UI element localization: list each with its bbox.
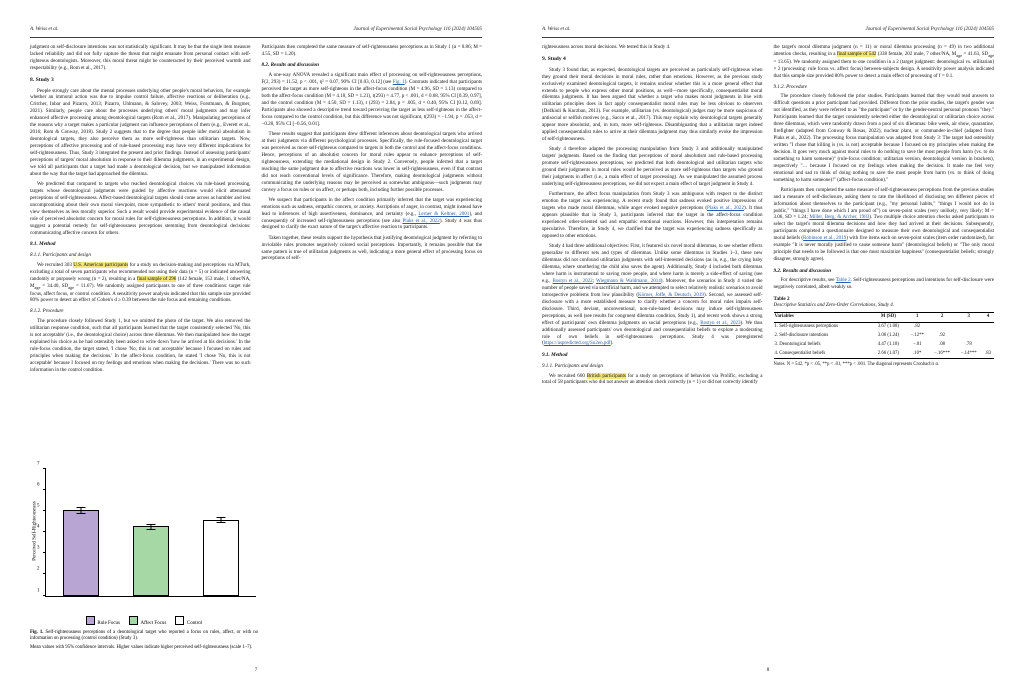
bar-affect-focus	[133, 526, 169, 595]
table-row	[774, 349, 995, 358]
text-run: Participants then completed the same measure of self-righteousness perceptions from the previous studies and a measure of self-disclosure, asking them to rate the likelihood of disclosing ten different pieces of information about themselves to the participant (e.g., "my personal habits," "things I would not do in public," "things I have done which I am proud of") on seven-point scales (very unlikely, very likely; M = 3.06, SD = 1.24;	[773, 186, 994, 221]
paragraph: judgment on self-disclosure intentions was not statistically significant. It may be that the single item measure lacked reliability and did not fully capture the threat that might emanate from personal contact with self-righteous deontologists. Moreover, this moral threat might be counteracted by their perceived warmth and respectability (e.g., Rom et al., 2017).	[30, 44, 251, 71]
y-axis-tick: 5	[37, 503, 40, 509]
text-run: We recruited 600	[549, 372, 587, 379]
subscript-age2: age	[988, 52, 994, 58]
table-cell: 1. Self-righteousness perceptions	[774, 324, 839, 330]
paragraph-measures	[774, 187, 995, 263]
table-row	[774, 332, 995, 341]
plot-area	[37, 461, 256, 597]
y-axis-tick: 6	[37, 482, 40, 488]
error-bar-cap-bottom	[217, 522, 226, 523]
y-axis-tickmark	[43, 573, 46, 574]
y-axis-tickmark	[43, 468, 46, 469]
subscript-age: age	[956, 52, 963, 58]
y-axis-tickmark	[43, 489, 46, 490]
paragraph-participants	[30, 262, 251, 305]
table-cell: −.12**	[910, 332, 924, 338]
page-right	[512, 0, 1024, 681]
text-run: . Self-righteousness perceptions and intentions for self-disclosure were negatively correlated, albeit weakly so.	[773, 277, 994, 291]
subsection-heading-procedure: 8.1.2. Procedure	[30, 308, 64, 315]
table-cell: −.14***	[960, 350, 977, 356]
figure-caption-text: Self-righteousness perceptions of a deontological target who reported a focus on rules, affect, or with no information on processing (control condition) (Study 3).	[30, 629, 258, 642]
text-run: ). We thus additionally assessed participants' own deontological and consequentialist beliefs to explore a moderating role of own beliefs in self-righteousness perceptions. Study 4 was preregistered (	[542, 319, 763, 347]
header-rule	[542, 37, 994, 38]
table-cell: 4.47 (1.18)	[877, 341, 899, 347]
section-heading-method: 9.1. Method	[542, 351, 568, 358]
text-run: ). Second, we assessed self-disclosure with a more established measure to clarify whether a concern for moral rules impairs self-disclosure. Third, deviant, unconventional, non-rule-based decisions may induce self-righteousness perceptions, as well (see results for congruent dilemma condition, Study 1), and recent work shows a strong effect of participants' own dilemma judgments on social perceptions (e.g.,	[542, 291, 763, 326]
legend-item-affect-focus	[129, 616, 166, 626]
text-run: Furthermore, the affect focus manipulation from Study 3 was ambiguous with respect to the distinct emotion the target was experiencing. A recent study found that sadness evoked positive impressions of targets who made moral dilemmas, while anger evoked negative perceptions (	[542, 191, 763, 212]
y-axis-label: Perceived Self-Righteousness	[32, 500, 38, 561]
y-axis-tick: 4	[37, 524, 40, 530]
error-bar-cap-top	[147, 524, 156, 525]
text-run: the target's moral dilemma judgment (n = 11) or moral dilemma processing (n = 49) in two additional attention checks, resulting in a	[773, 44, 994, 57]
text-run: ).	[610, 340, 614, 347]
table-cell	[982, 341, 994, 350]
table-cell: 3.67 (1.08)	[877, 324, 899, 330]
section-heading-study3: 8. Study 3	[30, 76, 54, 83]
table-cell	[929, 323, 956, 332]
error-bar-cap-bottom	[147, 529, 156, 530]
text-run: We recruited 303	[37, 261, 74, 268]
running-head-author: A. Weiss et al.	[30, 26, 59, 32]
table-cell: 2. Self-disclosure intentions	[774, 332, 829, 338]
section-heading-results: 8.2. Results and discussion	[261, 62, 320, 69]
y-axis-tick: 1	[37, 588, 40, 594]
table-cell: .78	[965, 341, 972, 347]
table-column-header: M (SD)	[880, 314, 896, 320]
paragraph-recruitment	[542, 373, 763, 387]
right-col-1	[542, 44, 763, 644]
text-run: Study 4 had three additional objectives: First, it featured six novel moral dilemmas, to see whether effects generalize to different sets and types of dilemmas. Unlike some dilemmas in Studies 1–3, these new dilemmas did not confound utilitarian judgments with self-interested decisions (as in, e.g., the crying baby dilemma, where smothering the child also saves the agent). Additionally, Study 4 included both dilemmas where harm is instrumental to saving more people, and where harm is merely a side-effect of saving (see e.g.,	[542, 243, 763, 284]
subsection-heading-participants: 8.1.1. Participants and design	[30, 252, 91, 259]
table-2-title: Descriptive Statistics and Zero-Order Correlations, Study 4.	[773, 303, 895, 309]
text-run: ). Study 4 was thus designed to clarify the exact nature of the target's affective reaction to participants.	[261, 217, 483, 231]
text-run: for a study on decision-making and perceptions via MTurk, excluding a total of seven participants who recommended not using their data (n = 5) or indicated answering randomly or purposely wrong (n = 2), resulting in a	[30, 261, 251, 282]
text-run: ). Two multiple choice attention checks asked participants to select the target's moral dilemma decisions and how they had arrived at their decisions. Subsequently, participants completed a questionnaire designed to measure their own deontological and consequentialist moral beliefs (	[773, 214, 994, 242]
highlight-british-participants: British participants	[586, 372, 626, 379]
text-run: A one-way ANOVA revealed a significant main effect of processing on self-righteousness perceptions, F(2, 293) = 11.52, p < .001, η² = 0.07, 90% CI [0.03, 0.12] (see	[261, 72, 482, 86]
subscript-age: age	[34, 284, 41, 290]
table-note: Notes. N = 542. *p < .05, **p < .01, ***p < .001. The diagonal represents Cronbach's α.	[773, 361, 940, 367]
header-rule	[30, 37, 482, 38]
text-run: We suspect that participants in the affect condition primarily inferred that the target was experiencing emotions such as sadness, empathic concern, or anxiety. Ascriptions of anger, in contrast, might instead have lead to inferences of high assertiveness, dominance, and certainty (e.g.,	[261, 196, 482, 217]
legend-swatch	[129, 616, 138, 625]
section-heading-results: 9.2. Results and discussion	[773, 267, 832, 274]
subsection-heading-procedure: 9.1.2. Procedure	[773, 83, 808, 90]
text-run: (338 female, 202 male, 7 other/NA, M	[876, 50, 957, 57]
citation-link[interactable]: Bostyn et al., 2023	[700, 319, 741, 326]
running-head-author: A. Weiss et al.	[542, 26, 571, 32]
figure-caption	[30, 630, 258, 651]
legend-swatch	[86, 616, 95, 625]
table-column-header: 3	[967, 314, 970, 320]
figure-number: Fig. 1.	[30, 629, 44, 635]
y-axis-tickmark	[43, 531, 46, 532]
preregistration-link[interactable]: https://aspredicted.org/Su2en.pdf	[543, 340, 611, 347]
text-run: = 11.67). We randomly assigned participants to one of three conditions: target rule focus, affect focus, or control condition. A sensitivity power analysis indicated that this sample size provided 80% power to detect an effect of Cohen's d ≥ 0.39 between the rule focus and remaining conditions.	[30, 282, 251, 304]
citation-link[interactable]: Körner, Joffe, & Deutsch, 2019	[638, 291, 704, 298]
left-col-2	[262, 44, 483, 644]
table-link[interactable]: Table 2	[835, 277, 851, 284]
highlight-final-sample: final sample of 296	[136, 275, 177, 282]
paragraph-procedure	[30, 318, 251, 374]
bar-chart	[30, 461, 258, 613]
table-cell: .92	[939, 332, 946, 338]
running-head-right	[542, 26, 994, 34]
figure-1	[30, 461, 258, 651]
running-head-source: Journal of Experimental Social Psychology 116 (2024) 104505	[865, 26, 994, 32]
bar-rule-focus	[63, 510, 99, 596]
citation-link[interactable]: Plaks et al., 2022	[402, 217, 440, 224]
error-bar-cap-top	[77, 507, 86, 508]
table-body	[774, 323, 995, 359]
paragraph: These results suggest that participants drew different inferences about deontological targets who arrived at their judgments via different psychological processes. Specifically, the rule-focused deontological target was perceived as more self-righteous compared to targets in both the control and the affect-focus conditions. Hence, perceptions of an absolutist concern for moral rules appear to enhance perceptions of self-righteousness, extending the mediational design in Study 2. Conversely, people inferred that a target reaching the same judgment due to affective reactions was lower in self-righteousness, even if that contrast did not reach conventional levels of significance. Therefore, making deontological judgments without communicating the underlying reasons may be perceived as somewhat ambiguous—such judgments may convey a focus on rules or on affect, or perhaps both, including further possible processes.	[261, 130, 482, 193]
y-axis-tick: 3	[37, 545, 40, 551]
figure-caption-note: Mean values with 95% confidence intervals. Higher values indicate higher perceived self-righteousness (scale 1–7).	[30, 644, 253, 650]
bar-control	[203, 520, 239, 596]
text-run: = 34.40, SD	[40, 282, 69, 289]
text-run: (142 female, 153 male, 1 other/NA, M	[30, 275, 251, 289]
table-column-header: 2	[940, 314, 944, 320]
right-col-2	[774, 44, 995, 644]
right-columns	[542, 44, 994, 644]
table-cell: 4. Consequentialist beliefs	[774, 350, 826, 356]
paragraph: Taken together, these results support the hypothesis that justifying deontological judgment by referring to inviolable rules promotes negatively colored social perceptions. Importantly, it remains possible that the same pattern is true of utilitarian judgments as well, indicating a more general effect of processing focus on perceptions of self-	[261, 234, 482, 262]
y-axis-tick: 2	[37, 566, 40, 572]
text-run: ). Moreover, the scenarios in Study 4 varied the number of people saved via sacrificial harm, and we attempted to select relatively realistic scenarios to avoid introspective problems from low plausibility (	[542, 277, 763, 298]
legend-label: Affect Focus	[140, 620, 167, 626]
text-run: ), and consequently of increased self-righteousness perceptions (see also	[261, 210, 482, 224]
paragraph: People strongly care about the mental processes underlying other people's moral behaviors, for example whether an immoral action was due to impulse control failure, affective reactions or deliberation (e.g., Critcher, Inbar and Pizarro, 2013; Pizarro, Uhlmann, & Salovey, 2003; Weiss, Forstmann, & Burgmer, 2021). Similarly, people care about the processes underlying others' moral judgments and may infer enhanced affective processing among deontological targets (Rom et al., 2017). Manipulating perceptions of the reasons why a target makes a particular judgment can influence perceptions of them (e.g., Everett et al., 2016; Rom & Conway, 2018). Study 2 suggests that to the degree that people infer moral absolutism in deontological targets, they also perceive them as more self-righteous than utilitarian targets. Now, perceptions of affective processing and of rule-based processing may have very different implications for self-righteousness. Thus, Study 3 integrated the present and prior findings. Instead of assessing participants' perceptions of targets' moral absolutism in response to their dilemma judgments, in an experimental design, we told all participants that a target had made a deontological decision, but we manipulated information about the way that the target had approached the dilemma.	[30, 87, 251, 177]
paragraph: Study 4 therefore adapted the processing manipulation from Study 3 and additionally manipulated targets' judgments. Based on the finding that perceptions of moral absolutism and rule-based processing promote self-righteousness perceptions, we predicted that both deontological and utilitarian targets who ground their judgments in moral rules would be perceived as more self-righteous than targets who ground their judgments in affect (i.e., a main effect of target processing). As we manipulated the assumed process underlying self-righteousness perceptions, we did not expect a main effect of target judgment in Study 4.	[542, 146, 763, 188]
table-column-header: 4	[986, 314, 990, 320]
paragraph: The procedure closely followed the prior studies. Participants learned that they would read answers to difficult questions a prior participant had provided. Different from the prior studies, the target's gender was not identified, as they were referred to as "the participant" or by the gender-neutral personal pronoun "they." Participants learned that the target consistently selected either the deontological or utilitarian choice across three dilemmas, which were randomly drawn from a pool of six dilemmas: bike week, air show, quarantine, firefighter (adapted from Conway & Rosas, 2022), nuclear plant, or commander-in-chief (adapted from Plaks et al., 2022). The processing focus manipulation was adapted from Study 3: The target had ostensibly written "I chose that killing is (vs. is not) acceptable because I focused on my principles when making the decision. It goes very much against moral rules to do nothing to save the most people from harm (vs. to do something to harm someone)" (rule-focus condition; utilitarian version, deontological version in brackets), respectively "… because I focused on my feelings when making the decision. It made me feel very emotional and sad to think of doing nothing to save the most people from harm (vs. to think of doing something to harm someone)!" (affect-focus condition)."	[773, 93, 994, 183]
paragraph-affect-manip	[542, 191, 763, 240]
text-run: ;	[592, 277, 596, 284]
legend-item-control	[175, 616, 202, 626]
citation-link[interactable]: Lerner & Keltner, 2001	[418, 210, 470, 217]
table-cell	[982, 332, 994, 341]
legend-item-rule-focus	[86, 616, 120, 626]
text-run: ). Contrasts indicated that participants perceived the target as more self-righteous in the affect-focus condition (M = 4.96, SD = 1.13) compared to both the affect-focus condition (M = 4.18, SD = 1.21), t(293) = 4.77, p < .001, d = 0.68, 95% CI [0.39, 0.97], and the control condition (M = 4.50, SD = 1.13), t (293) = 2.84, p = .005, d = 0.40, 95% CI [0.12, 0.69]. Participants also showed a descriptive trend toward perceiving the target as less self-righteous in the affect-focus compared to the control condition, but this difference was not significant, t(293) = −1.94, p = .053, d = −0.28, 95% CI [−0.56, 0.01].	[261, 79, 482, 127]
table-cell: −.16***	[934, 350, 951, 356]
paragraph: We predicted that compared to targets who reached deontological choices via rule-based processing, targets whose deontological judgments were guided by affective reactions would elicit attenuated perceptions of self-righteousness. Affect-based deontological targets should come across as humbler and less uncompromising about their own moral viewpoint, more sympathetic to others' moral positions, and thus view themselves as less morally superior. Such a result would provide experimental evidence of the causal role of perceived absolutist concern for moral rules for self-righteousness perceptions. In addition, it would suggest a potential remedy for self-righteousness perceptions stemming from deontological decisions: communicating affective concern for others.	[30, 181, 251, 236]
table-header-row	[774, 313, 995, 323]
table-cell: .83	[985, 350, 992, 356]
paragraph: Study 3 found that, as expected, deontological targets are perceived as particularly self-righteous when they ground their moral decisions in moral rules, rather than emotions. However, as the previous study exclusively examined deontological targets, it remains unclear whether this is a more general effect that extends to people who express other moral positions, as well—more specifically, consequentialist moral dilemma judgments. It has been argued that whether a target who makes moral judgments in line with utilitarian principles does in fact apply consequentialist moral rules may be less obvious to observers (Dežkiuli & Kurzban, 2013). For example, utilitarian (vs. deontological) judges may be more suspicious of antisocial or selfish motives (e.g., Sacco et al., 2017). This may explain why deontological targets generally appear more absolutist, and, in turn, more self-righteous. Disambiguating that a utilitarian target indeed applied consequentialist rules to arrive at their dilemma judgment may thus similarly evoke the impression of self-righteousness.	[542, 66, 763, 143]
section-heading-study4: 9. Study 4	[542, 55, 566, 62]
text-run: ) with five items each on seven-point scales (item order randomized), for example "It is never morally justified to cause someone harm" (deontological beliefs) or "The only moral principle that needs to be followed is that one must maximize happiness" (consequentialist beliefs; strongly disagree, strongly agree).	[773, 235, 994, 263]
y-axis-tickmark	[43, 510, 46, 511]
table-cell	[955, 323, 982, 332]
highlight-final-sample: final sample of 542	[836, 50, 877, 57]
y-axis-tickmark	[43, 552, 46, 553]
table-cell	[955, 332, 982, 341]
page-number-left: 7	[254, 667, 258, 673]
citation-link[interactable]: Robinson et al., 2019	[803, 235, 847, 242]
table-cell: .08	[939, 341, 946, 347]
paragraph-anova	[262, 72, 483, 128]
table-cell: .82	[914, 324, 921, 330]
page-number-right: 8	[766, 667, 770, 673]
error-bar-cap-top	[217, 517, 226, 518]
text-run: The procedure closely followed Study 1, but we omitted the photo of the target. We also removed the utilitarian response condition, such that all participants learned that the target consistently selected 'No, this is not acceptable' (i.e., the deontological choice) across three dilemmas. We then manipulated how the target explained his choice as he had ostensibly been asked to write down 'how he arrived at his decisions.' In the rule-focus condition, the target stated, 'I chose 'No, this is not acceptable' because I focused on rules and principles when making the decisions.' In the affect-focus condition, he stated 'I chose 'No, this is not acceptable' because I focused on my feelings and emotions when making the decisions.' There was no such information in the control condition.	[30, 317, 251, 373]
bar-series	[46, 469, 256, 596]
paragraph: Participants then completed the same measure of self-righteousness perceptions as in Study 1 (α = 0.86; M = 4.55, SD = 1.20).	[261, 44, 482, 57]
citation-link[interactable]: Miller, Berg, & Archer, 1983	[809, 214, 870, 221]
running-head-left	[30, 26, 482, 34]
text-run: For descriptive results, see	[780, 277, 836, 284]
table-row	[774, 341, 995, 350]
y-axis-tick: 7	[37, 461, 40, 467]
y-axis-tickmark	[43, 595, 46, 596]
citation-link[interactable]: Plaks et al., 2022	[707, 205, 744, 212]
citation-link[interactable]: Bostyn et al., 2022	[552, 277, 593, 284]
figure-link[interactable]: Fig. 1	[392, 79, 405, 86]
running-head-source: Journal of Experimental Social Psychology 116 (2024) 104505	[353, 26, 482, 32]
subsection-heading-participants: 9.1.1. Participants and design	[542, 363, 603, 370]
subscript-age2: age	[68, 284, 74, 290]
paragraph-descriptives	[774, 277, 995, 291]
table-cell	[982, 323, 994, 332]
paragraph-objectives	[542, 243, 763, 347]
chart-legend	[30, 616, 258, 626]
legend-label: Control	[186, 620, 203, 626]
table-2-number: Table 2	[773, 296, 790, 303]
highlight-participants: U.S. American participants	[73, 261, 129, 268]
table-cell: 3. Deontological beliefs	[774, 341, 821, 347]
section-heading-method: 8.1. Method	[30, 241, 56, 248]
citation-link[interactable]: Wiegmann & Waldmann, 2014	[595, 277, 661, 284]
paragraph-affect	[262, 197, 483, 232]
error-bar-cap-bottom	[77, 513, 86, 514]
table-cell: −.01	[912, 341, 922, 347]
table-column-header: Variables	[774, 314, 794, 320]
table-column-header: 1	[915, 314, 919, 320]
text-run: = 13.65). We randomly assigned them to one condition in a 2 (target judgment: deontological vs. utilitarian) × 2 (processing: rule focus vs. affect focus) between-subjects design. A sensitivity power analysis indicated that this sample size provided 80% power to detect a main effect of processing of f = 0.1.	[773, 58, 994, 79]
legend-swatch	[175, 616, 184, 625]
paragraph: righteousness across moral decisions. We tested this in Study 4.	[542, 44, 671, 50]
table-row	[774, 323, 995, 332]
text-run: ). It thus appears plausible that in Study 3, participants inferred that the target in the affect-focus condition experienced other-oriented sad and empathic emotional reactions. However, this interpretation remains speculative. Therefore, in Study 4, we clarified that the target was experiencing sadness specifically as opposed to other emotions.	[542, 205, 763, 239]
legend-label: Rule Focus	[97, 620, 120, 626]
table-2	[774, 312, 995, 359]
text-run: = 41.63, SD	[962, 50, 989, 57]
paragraph-sample	[774, 44, 995, 80]
table-cell: 2.66 (1.07)	[877, 350, 899, 356]
table-cell: .10*	[912, 350, 922, 356]
table-cell: 3.06 (1.24)	[877, 332, 899, 338]
text-run: for a study on perceptions of behaviors via Prolific, excluding a total of 58 participants who did not answer an attention check correctly (n = 1) or did not correctly identify	[542, 372, 763, 386]
